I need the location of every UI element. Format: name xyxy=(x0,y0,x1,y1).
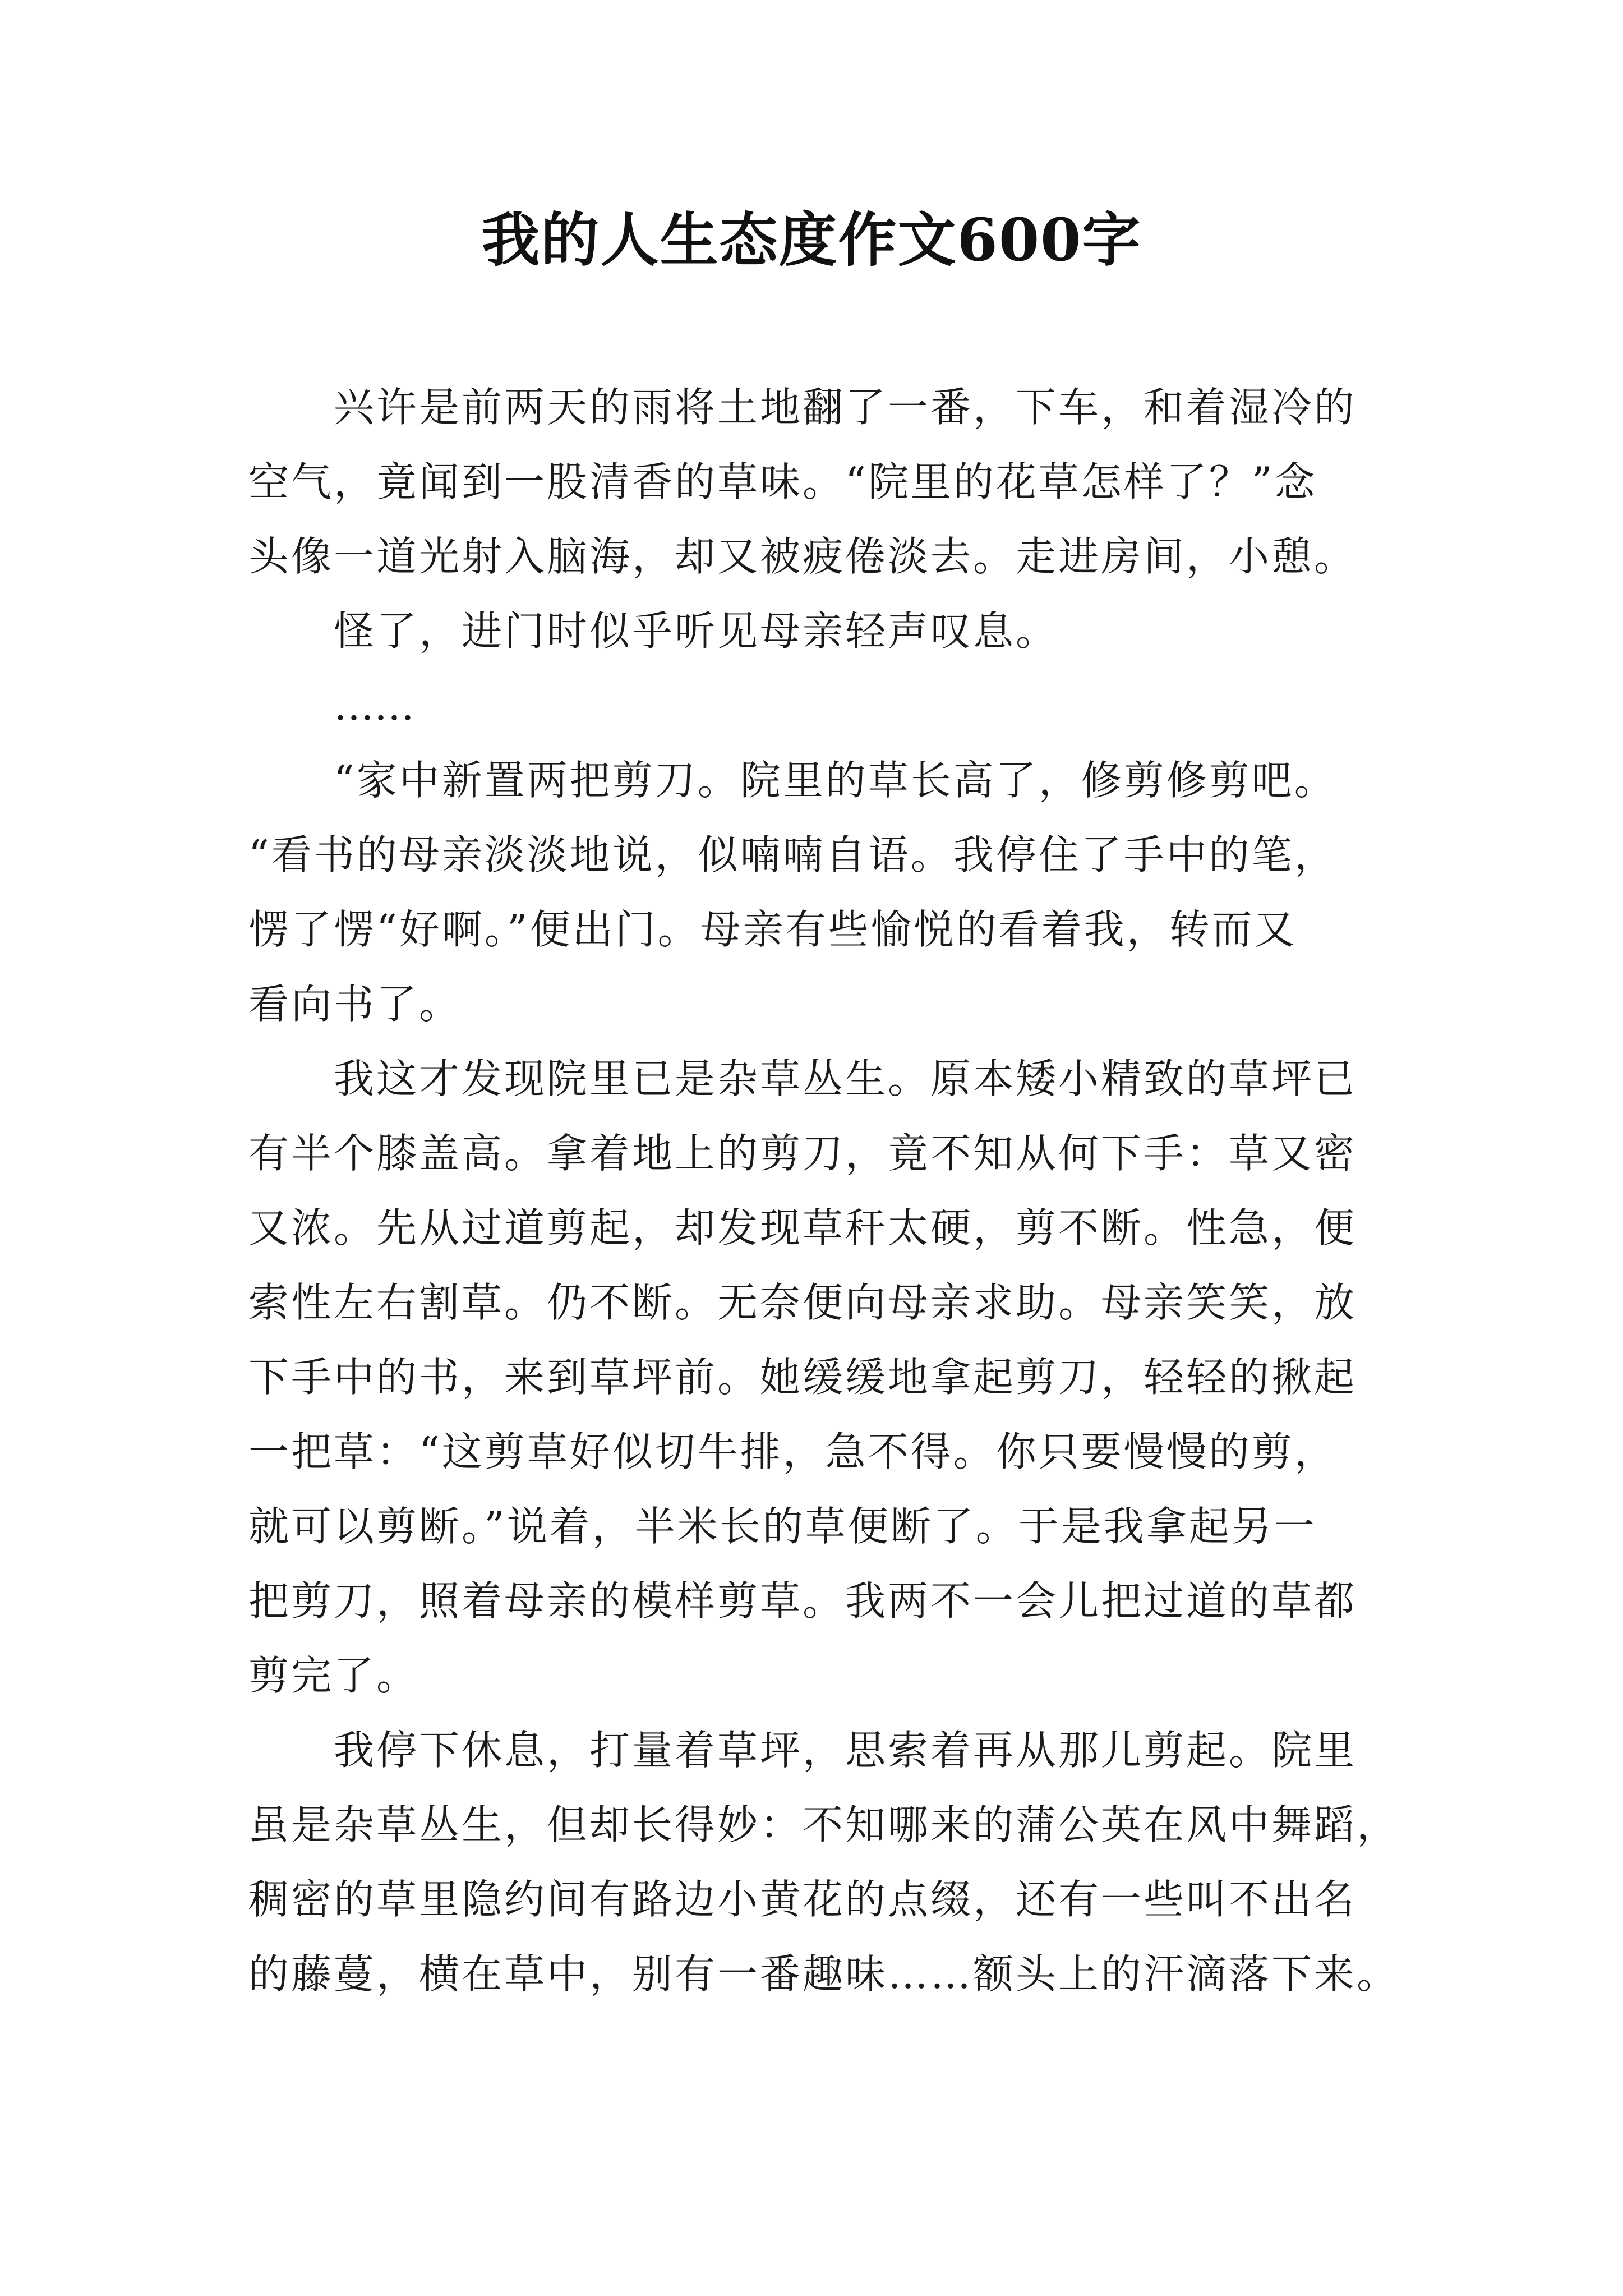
ellipsis-line: …… xyxy=(334,682,414,729)
paragraph-4-line-8: 把剪刀，照着母亲的模样剪草。我两不一会儿把过道的草都 xyxy=(248,1577,1357,1625)
paragraph-4-line-1: 我这才发现院里已是杂草丛生。原本矮小精致的草坪已 xyxy=(334,1055,1357,1102)
document-title: 我的人生态度作文600字 xyxy=(481,205,1142,274)
paragraph-4-line-7: 就可以剪断。”说着，半米长的草便断了。于是我拿起另一 xyxy=(248,1503,1317,1550)
paragraph-1-line-2: 空气，竟闻到一股清香的草味。“院里的花草怎样了？”念 xyxy=(248,458,1317,505)
paragraph-4-line-2: 有半个膝盖高。拿着地上的剪刀，竟不知从何下手：草又密 xyxy=(248,1130,1357,1177)
paragraph-3-line-4: 看向书了。 xyxy=(248,981,462,1028)
document-body xyxy=(248,370,1400,2012)
paragraph-1-line-3: 头像一道光射入脑海，却又被疲倦淡去。走进房间，小憩。 xyxy=(248,533,1357,580)
paragraph-3-line-1: “家中新置两把剪刀。院里的草长高了，修剪修剪吧。 xyxy=(334,757,1337,804)
paragraph-3-line-3: 愣了愣“好啊。”便出门。母亲有些愉悦的看着我，转而又 xyxy=(248,906,1297,953)
paragraph-5-line-3: 稠密的草里隐约间有路边小黄花的点缀，还有一些叫不出名 xyxy=(248,1876,1357,1923)
paragraph-5-line-2: 虽是杂草丛生，但却长得妙：不知哪来的蒲公英在风中舞蹈， xyxy=(248,1801,1400,1848)
paragraph-4-line-4: 索性左右割草。仍不断。无奈便向母亲求助。母亲笑笑，放 xyxy=(248,1279,1357,1326)
paragraph-2-line-1: 怪了，进门时似乎听见母亲轻声叹息。 xyxy=(334,608,1059,655)
paragraph-3-line-2: “看书的母亲淡淡地说，似喃喃自语。我停住了手中的笔， xyxy=(248,831,1337,878)
paragraph-1-line-1: 兴许是前两天的雨将土地翻了一番，下车，和着湿冷的 xyxy=(334,384,1357,431)
paragraph-5-line-4: 的藤蔓，横在草中，别有一番趣味……额头上的汗滴落下来。 xyxy=(248,1950,1400,1998)
paragraph-4-line-3: 又浓。先从过道剪起，却发现草秆太硬，剪不断。性急，便 xyxy=(248,1204,1357,1251)
paragraph-5-line-1: 我停下休息，打量着草坪，思索着再从那儿剪起。院里 xyxy=(334,1727,1357,1774)
paragraph-4-line-6: 一把草：“这剪草好似切牛排，急不得。你只要慢慢的剪， xyxy=(248,1428,1337,1475)
paragraph-4-line-9: 剪完了。 xyxy=(248,1652,419,1699)
paragraph-4-line-5: 下手中的书，来到草坪前。她缓缓地拿起剪刀，轻轻的揪起 xyxy=(248,1354,1357,1401)
